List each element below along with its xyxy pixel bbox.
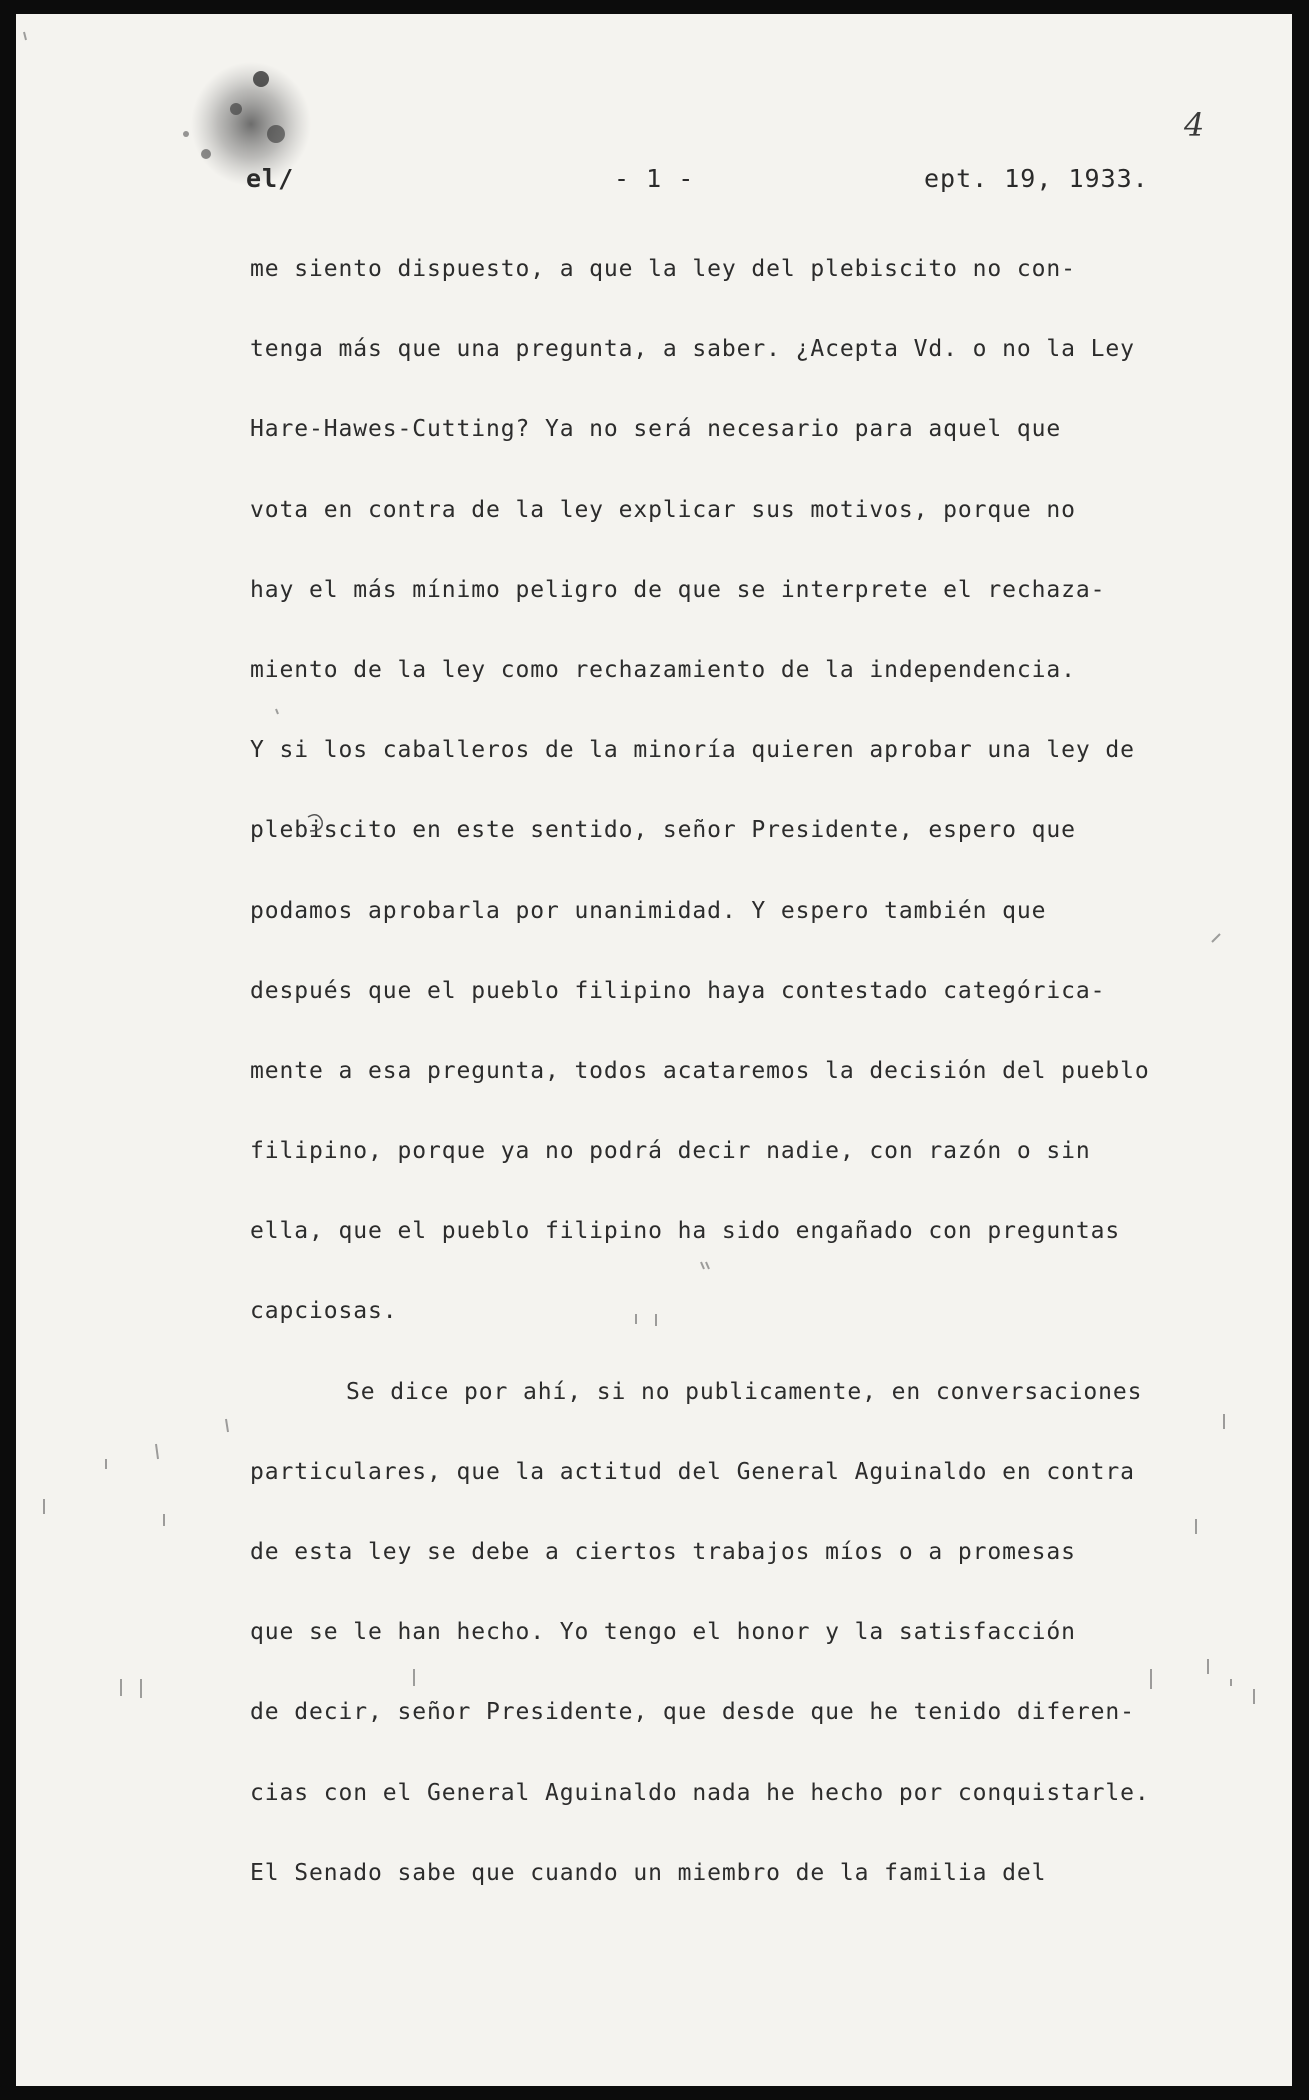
text-line: Hare-Hawes-Cutting? Ya no será necesario para aquel que: [250, 416, 1062, 443]
text-line: podamos aprobarla por unanimidad. Y espero también que: [250, 897, 1047, 924]
header-left-mark: el/: [246, 164, 295, 193]
text-line: particulares, que la actitud del General Aguinaldo en contra: [250, 1458, 1135, 1485]
body-text: [250, 254, 1240, 1938]
header-date: ept. 19, 1933.: [924, 164, 1149, 193]
text-line: después que el pueblo filipino haya contestado categórica-: [250, 977, 1106, 1004]
folio-number: 4: [1184, 106, 1205, 144]
text-line: Y si los caballeros de la minoría quieren aprobar una ley de: [250, 737, 1135, 764]
document-page: [16, 14, 1292, 2086]
page-header: [16, 164, 1292, 204]
text-line: de decir, señor Presidente, que desde que he tenido diferen-: [250, 1699, 1135, 1726]
text-line: mente a esa pregunta, todos acataremos la decisión del pueblo: [250, 1057, 1150, 1084]
text-line: capciosas.: [250, 1298, 398, 1325]
text-line: miento de la ley como rechazamiento de la independencia.: [250, 656, 1076, 683]
page-number: - 1 -: [614, 164, 695, 193]
text-line: filipino, porque ya no podrá decir nadie, con razón o sin: [250, 1138, 1091, 1165]
text-line: tenga más que una pregunta, a saber. ¿Acepta Vd. o no la Ley: [250, 336, 1135, 363]
text-line: hay el más mínimo peligro de que se interprete el rechaza-: [250, 576, 1106, 603]
text-line: cias con el General Aguinaldo nada he hecho por conquistarle.: [250, 1779, 1150, 1806]
text-line: plebiscito en este sentido, señor Presidente, espero que: [250, 817, 1076, 844]
text-line: El Senado sabe que cuando un miembro de la familia del: [250, 1859, 1047, 1886]
text-line: vota en contra de la ley explicar sus motivos, porque no: [250, 496, 1076, 523]
text-line: que se le han hecho. Yo tengo el honor y la satisfacción: [250, 1619, 1076, 1646]
text-line: ella, que el pueblo filipino ha sido engañado con preguntas: [250, 1218, 1121, 1245]
text-line: Se dice por ahí, si no publicamente, en conversaciones: [346, 1378, 1143, 1405]
text-line: me siento dispuesto, a que la ley del plebiscito no con-: [250, 256, 1076, 282]
text-line: de esta ley se debe a ciertos trabajos míos o a promesas: [250, 1539, 1076, 1565]
